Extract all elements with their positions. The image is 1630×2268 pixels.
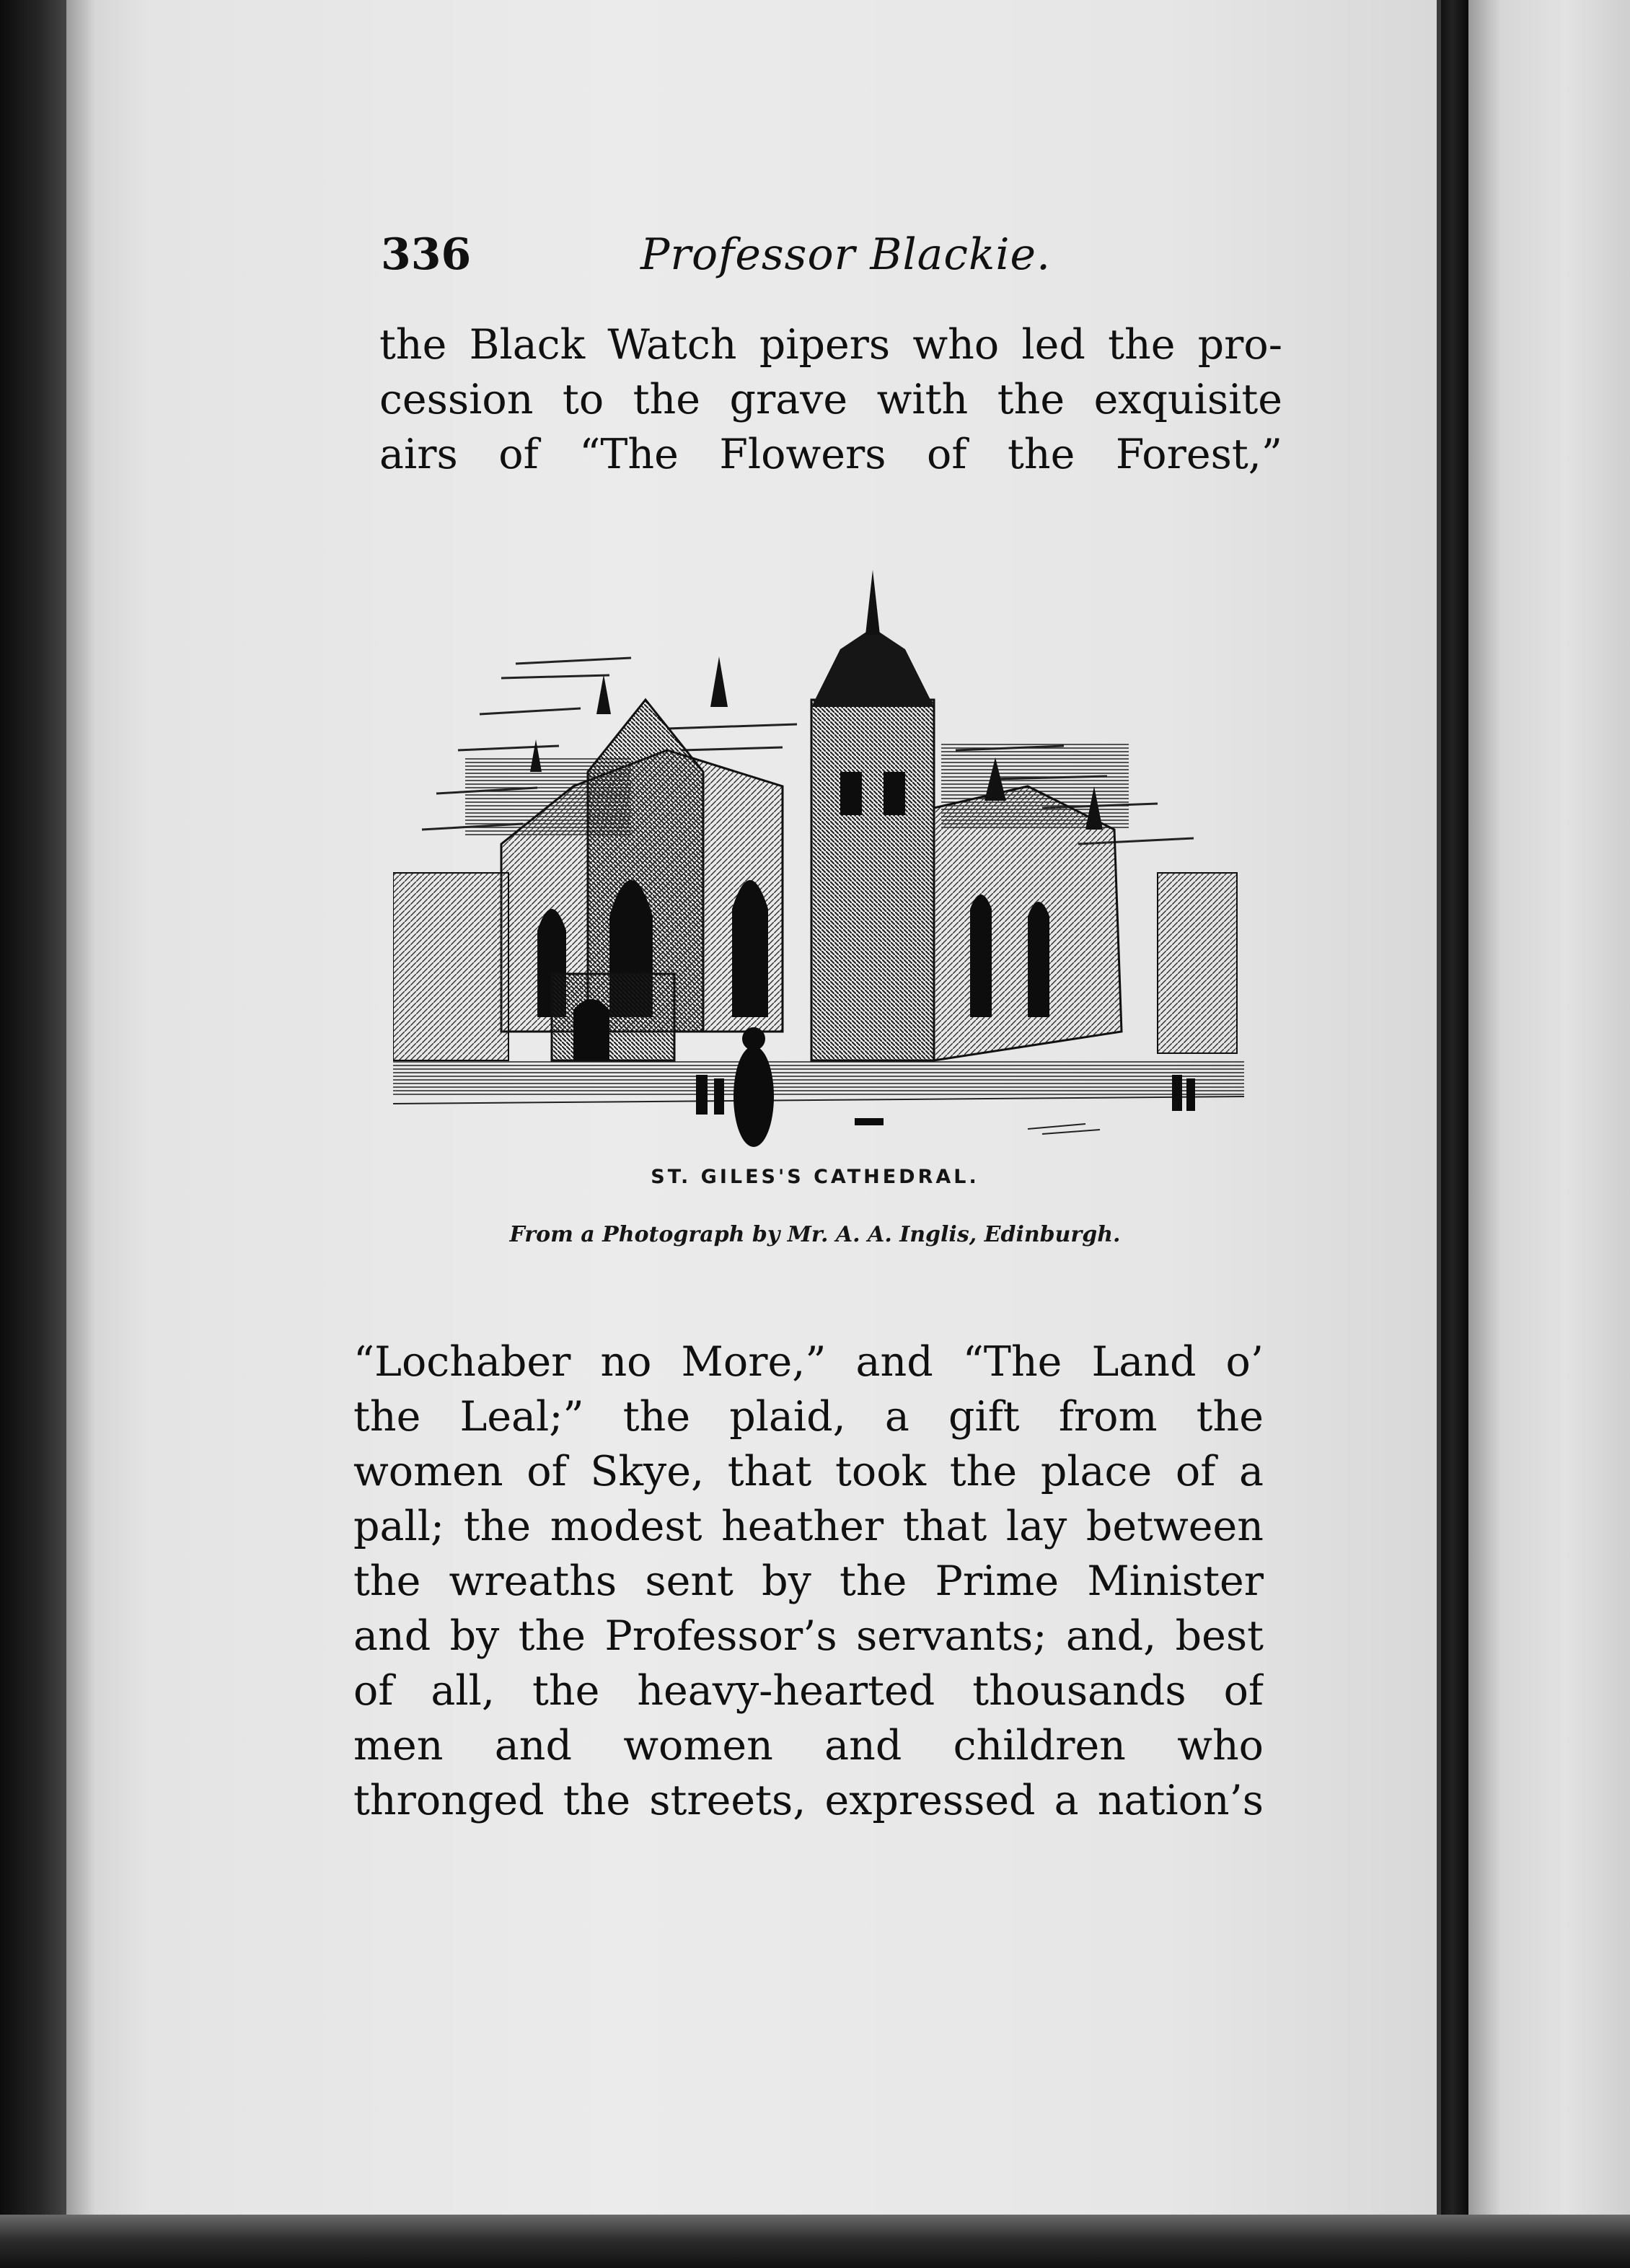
adjacent-page-edge (1468, 0, 1630, 2268)
book-bottom-edge (0, 2215, 1630, 2268)
book-binding-left (0, 0, 66, 2268)
figure-credit: From a Photograph by Mr. A. A. Inglis, Edinburgh. (509, 1222, 1121, 1247)
page-number: 336 (381, 229, 472, 280)
text-line: the Leal;” the plaid, a gift from the (353, 1393, 1264, 1441)
text-line: “Lochaber no More,” and “The Land o’ (353, 1338, 1264, 1386)
page-edge-shadow (66, 0, 95, 2215)
text-line: cession to the grave with the exquisite (379, 376, 1282, 423)
text-line: men and women and children who (353, 1722, 1264, 1770)
text-line: the wreaths sent by the Prime Minister (353, 1557, 1264, 1605)
book-gutter (1441, 0, 1468, 2268)
text-line: women of Skye, that took the place of a (353, 1448, 1264, 1495)
text-line: pall; the modest heather that lay between (353, 1503, 1264, 1550)
running-title: Professor Blackie. (640, 229, 1052, 280)
text-line: thronged the streets, expressed a nation’s (353, 1777, 1264, 1824)
text-line: of all, the heavy-hearted thousands of (353, 1667, 1264, 1715)
text-line: and by the Professor’s servants; and, best (353, 1612, 1264, 1660)
text-line: airs of “The Flowers of the Forest,” (379, 431, 1282, 478)
text-line: the Black Watch pipers who led the pro- (379, 321, 1282, 369)
figure-caption: ST. GILES'S CATHEDRAL. (651, 1166, 979, 1188)
running-head (381, 229, 1282, 287)
paragraph-top (379, 317, 1282, 482)
paragraph-bottom (353, 1335, 1264, 1828)
cathedral-engraving (393, 570, 1244, 1161)
